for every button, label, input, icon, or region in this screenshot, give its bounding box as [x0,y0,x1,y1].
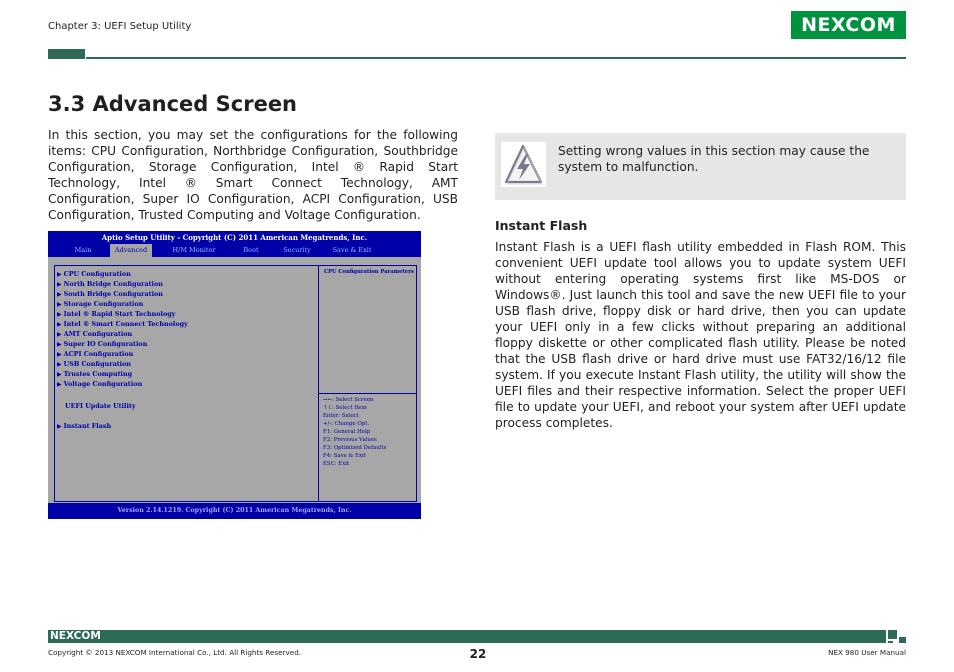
bios-menu-label: Intel ® Smart Connect Technology [63,320,188,328]
bios-menu-item[interactable] [57,370,132,378]
bios-tab-bar [48,244,421,257]
bios-menu-item[interactable] [57,270,131,278]
logo-text: NEXCOM [801,14,896,36]
bios-tab-security[interactable]: Security [283,246,311,254]
bios-menu-label: Super IO Configuration [63,340,148,348]
bios-tab-hm-monitor[interactable]: H/M Monitor [172,246,216,254]
bios-menu-item[interactable] [57,350,133,358]
bios-vertical-divider [318,266,319,501]
bios-menu-label: AMT Configuration [63,330,133,338]
footer-bar [48,630,886,643]
warning-box [495,133,906,200]
bios-menu-item[interactable] [57,380,142,388]
triangle-right-icon: ▶ [57,281,62,288]
bios-menu-item[interactable] [57,290,163,298]
bios-menu-label: CPU Configuration [63,270,131,278]
bios-help-line: F2: Previous Values [323,437,377,443]
bios-screenshot [48,231,421,519]
bios-help-line: F1: General Help [323,429,371,435]
bios-menu-item[interactable] [57,330,132,338]
bios-help-line: ↑↓: Select Item [323,405,367,411]
bios-menu-item[interactable] [57,360,131,368]
lightning-warning-icon [501,142,546,187]
bios-help-line: F4: Save & Exit [323,453,366,459]
bios-menu-label: Intel ® Rapid Start Technology [63,310,176,318]
triangle-right-icon: ▶ [57,423,62,430]
bios-menu-label: Instant Flash [63,422,112,430]
triangle-right-icon: ▶ [57,341,62,348]
bios-tab-save-exit[interactable]: Save & Exit [332,246,372,254]
footer-square [888,630,897,639]
bios-params-title: CPU Configuration Parameters [324,269,414,275]
bios-instant-flash-item[interactable] [57,422,111,430]
bios-help-line: Enter: Select [323,413,359,419]
bios-menu-label: Voltage Configuration [63,380,143,388]
intro-paragraph: In this section, you may set the configurations for the following items: CPU Configuration, Northbridge Configuration, Southbridge Configuration, Storage Configuration, Intel ® Rapid Start Technology, Intel ® Smart Connect Technology, AMT Configuration, Super IO Configuration, ACPI Configuration, USB Configuration, Trusted Computing and Voltage Configuration. [48,128,458,222]
triangle-right-icon: ▶ [57,321,62,328]
copyright-text: Copyright © 2013 NEXCOM International Co., Ltd. All Rights Reserved. [48,648,302,657]
bios-menu-item[interactable] [57,280,163,288]
instant-flash-heading: Instant Flash [495,218,588,233]
triangle-right-icon: ▶ [57,271,62,278]
bios-help-line: ESC: Exit [323,461,350,467]
chapter-label: Chapter 3: UEFI Setup Utility [48,21,192,32]
page-number: 22 [469,647,487,661]
bios-menu-label: South Bridge Configuration [63,290,163,298]
footer-square [888,641,893,643]
triangle-right-icon: ▶ [57,361,62,368]
bios-help-divider [319,393,416,394]
triangle-right-icon: ▶ [57,301,62,308]
bios-uefi-update-label: UEFI Update Utility [65,402,136,410]
instant-flash-body: Instant Flash is a UEFI flash utility embedded in Flash ROM. This convenient UEFI update tool allows you to update system UEFI without entering operating systems first like MS-DOS or Windows®. Just launch this tool and save the new UEFI file to your USB flash drive, floppy disk or hard drive, then you can update your UEFI only in a few clicks without preparing an additional floppy diskette or other complicated flash utility. Please be noted that the USB flash drive or hard drive must use FAT32/16/12 file system. If you execute Instant Flash utility, the utility will show the UEFI files and their respective information. Select the proper UEFI file to update your UEFI, and reboot your system after UEFI update process completes. [495,240,906,430]
section-title: 3.3 Advanced Screen [48,92,298,116]
bios-menu-item[interactable] [57,340,147,348]
header-bar-block [48,49,85,59]
warning-text: Setting wrong values in this section may cause the system to malfunction. [558,144,870,174]
bios-menu-item[interactable] [57,320,188,328]
bios-menu-label: ACPI Configuration [63,350,134,358]
triangle-right-icon: ▶ [57,291,62,298]
manual-title: NEX 980 User Manual [828,648,906,657]
triangle-right-icon: ▶ [57,311,62,318]
bios-tab-advanced[interactable]: Advanced [110,244,152,257]
footer-logo: NEXCOM [50,630,101,642]
bios-menu-item[interactable] [57,310,175,318]
triangle-right-icon: ▶ [57,331,62,338]
bios-panel [54,265,417,502]
bios-help-line: F3: Optimized Defaults [323,445,387,451]
bios-menu-item[interactable] [57,300,143,308]
triangle-right-icon: ▶ [57,371,62,378]
bios-title: Aptio Setup Utility - Copyright (C) 2011 American Megatrends, Inc. [48,231,421,244]
bios-menu-label: Storage Configuration [63,300,144,308]
bios-menu-label: USB Configuration [63,360,131,368]
triangle-right-icon: ▶ [57,381,62,388]
nexcom-logo [791,11,906,39]
bios-menu-label: North Bridge Configuration [63,280,163,288]
bios-help-line: →←: Select Screen [323,397,374,403]
header-rule [86,57,906,59]
bios-tab-main[interactable]: Main [74,246,92,254]
footer-square [899,637,906,643]
bios-footer: Version 2.14.1219. Copyright (C) 2011 American Megatrends, Inc. [48,503,421,519]
bios-menu-label: Trustes Computing [63,370,133,378]
triangle-right-icon: ▶ [57,351,62,358]
bios-tab-boot[interactable]: Boot [243,246,259,254]
bios-help-line: +/-: Change Opt. [323,421,370,427]
